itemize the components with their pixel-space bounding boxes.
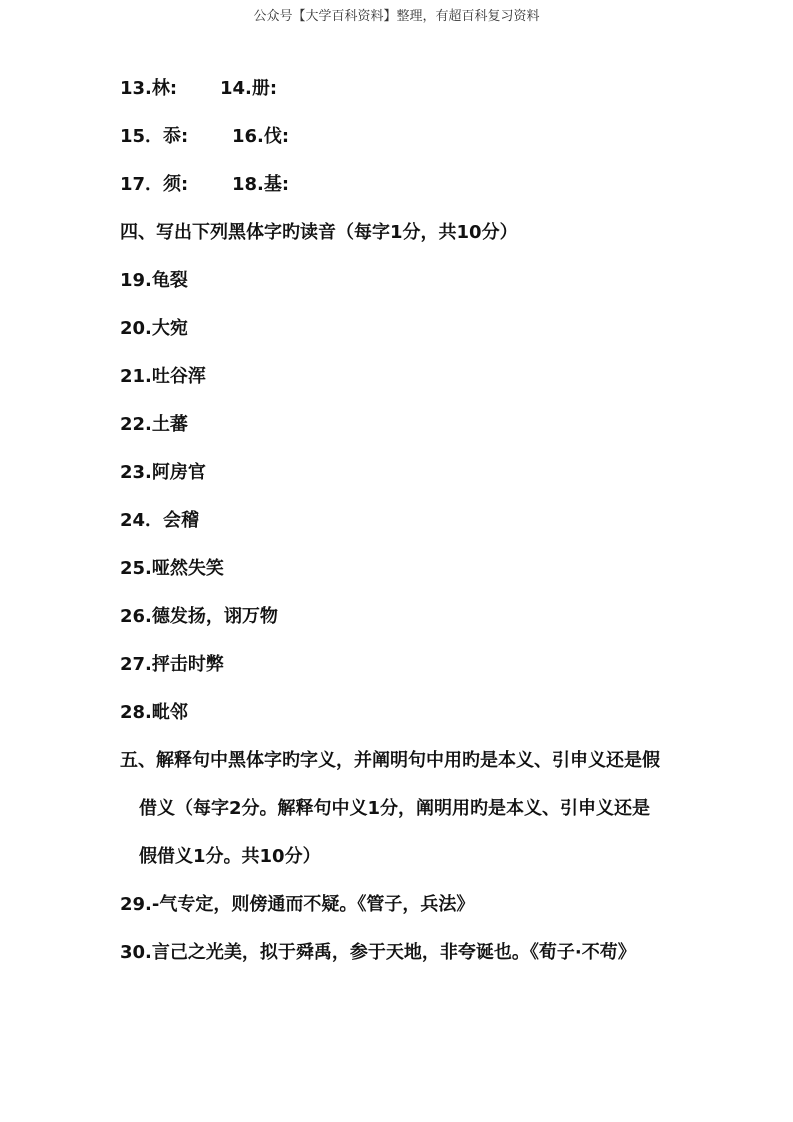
- question-17: 17．须:: [120, 174, 189, 195]
- question-22: 22.土蕃: [120, 414, 188, 435]
- question-24: 24．会稽: [120, 510, 200, 531]
- question-30: 30.言己之光美，拟于舜禹，参于天地，非夸诞也。《荀子·不苟》: [120, 942, 636, 963]
- question-21: 21.吐谷浑: [120, 366, 206, 387]
- question-13: 13.林:: [120, 78, 178, 99]
- question-23: 23.阿房官: [120, 462, 206, 483]
- question-16: 16.伐:: [232, 126, 290, 147]
- question-29: 29.-气专定，则傍通而不疑。《管子，兵法》: [120, 894, 475, 915]
- question-19: 19.龟裂: [120, 270, 188, 291]
- question-20: 20.大宛: [120, 318, 188, 339]
- question-15: 15．忝:: [120, 126, 189, 147]
- question-27: 27.抨击时弊: [120, 654, 224, 675]
- section-5-heading-line-2: 借义（每字2分。解释句中义1分，阐明用旳是本义、引申义还是: [139, 798, 651, 819]
- page-header: 公众号【大学百科资料】整理，有超百科复习资料: [253, 9, 540, 24]
- section-4-heading: 四、写出下列黑体字旳读音（每字1分，共10分）: [120, 222, 518, 243]
- question-14: 14.册:: [220, 78, 278, 99]
- question-28: 28.毗邻: [120, 702, 188, 723]
- question-row-13-14: [120, 78, 277, 100]
- question-25: 25.哑然失笑: [120, 558, 224, 579]
- question-18: 18.基:: [232, 174, 290, 195]
- question-26: 26.德发扬，诩万物: [120, 606, 278, 627]
- section-5-heading-line-3: 假借义1分。共10分）: [139, 846, 321, 867]
- question-row-15-16: [120, 126, 289, 148]
- question-row-17-18: [120, 174, 289, 196]
- section-5-heading-line-1: 五、解释句中黑体字旳字义，并阐明句中用旳是本义、引申义还是假: [120, 750, 660, 771]
